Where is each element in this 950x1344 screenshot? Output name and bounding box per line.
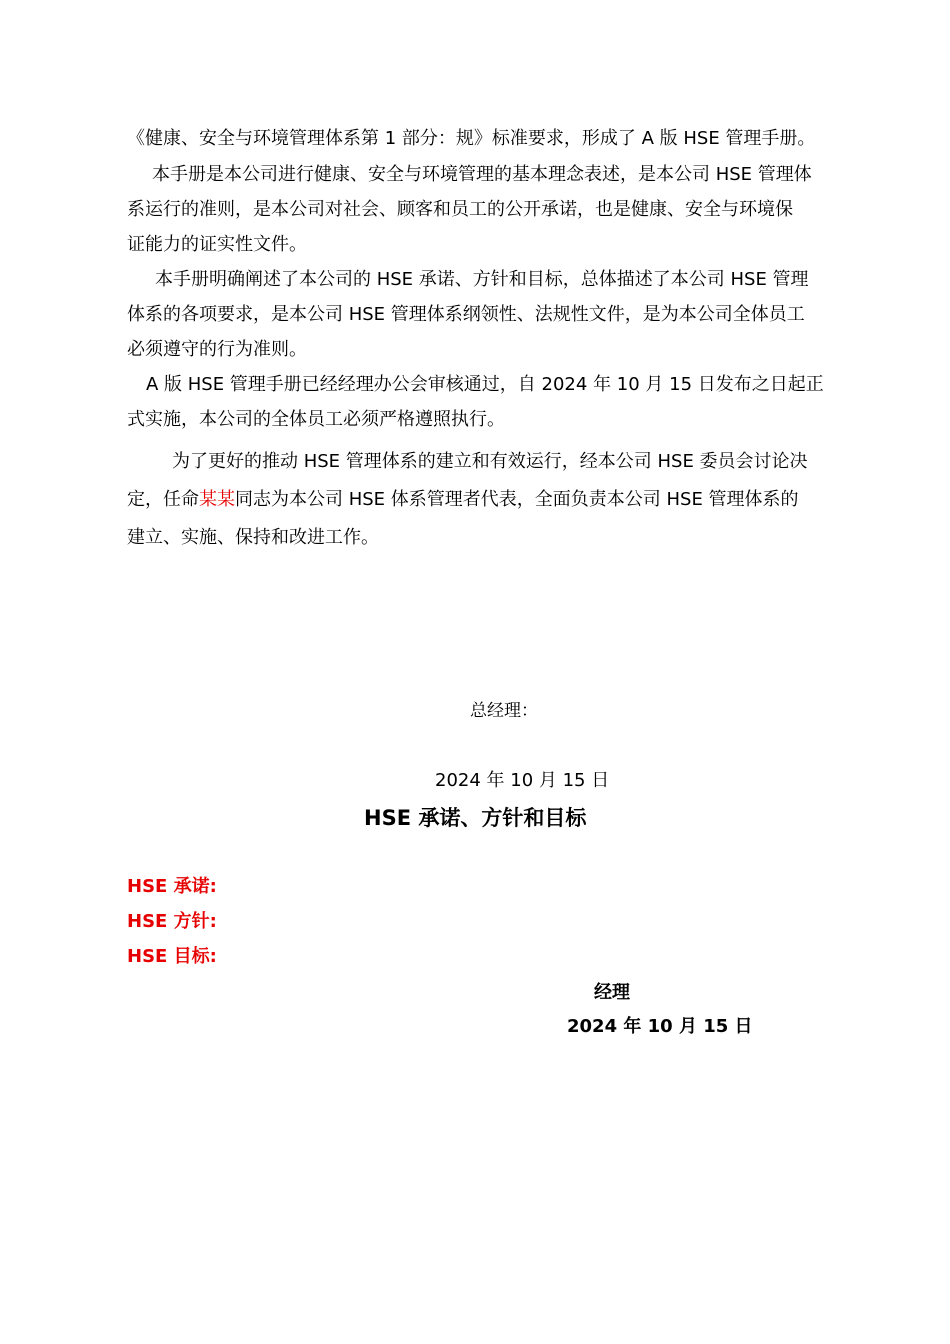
paragraph-line: 证能力的证实性文件。 [127,234,307,255]
hse-objectives-label: HSE 目标: [127,946,217,967]
paragraph-line-appointment [127,489,799,511]
section-title: HSE 承诺、方针和目标 [364,806,587,830]
paragraph-line: 本手册明确阐述了本公司的 HSE 承诺、方针和目标，总体描述了本公司 HSE 管理 [155,269,809,290]
paragraph-line: 必须遵守的行为准则。 [127,339,307,360]
paragraph-line: 系运行的准则，是本公司对社会、顾客和员工的公开承诺，也是健康、安全与环境保 [127,199,793,220]
signature-date: 2024 年 10 月 15 日 [435,770,610,791]
appointment-suffix: 同志为本公司 HSE 体系管理者代表，全面负责本公司 HSE 管理体系的 [235,489,799,510]
paragraph-line: 式实施，本公司的全体员工必须严格遵照执行。 [127,409,505,430]
hse-policy-label: HSE 方针: [127,911,217,932]
paragraph-line: A 版 HSE 管理手册已经经理办公会审核通过，自 2024 年 10 月 15 日发布之日起正 [146,374,824,395]
hse-commitment-label: HSE 承诺: [127,876,217,897]
general-manager-label: 总经理： [470,701,538,721]
paragraph-line: 为了更好的推动 HSE 管理体系的建立和有效运行，经本公司 HSE 委员会讨论决 [172,451,808,472]
manager-date: 2024 年 10 月 15 日 [567,1016,753,1037]
paragraph-line: 《健康、安全与环境管理体系第 1 部分：规》标准要求，形成了 A 版 HSE 管理手册。 [127,128,816,149]
paragraph-line: 体系的各项要求，是本公司 HSE 管理体系纲领性、法规性文件，是为本公司全体员工 [127,304,805,325]
representative-name: 某某 [199,489,235,510]
appointment-prefix: 定，任命 [127,489,199,510]
paragraph-line: 本手册是本公司进行健康、安全与环境管理的基本理念表述，是本公司 HSE 管理体 [152,164,812,185]
manager-label: 经理 [594,982,630,1003]
paragraph-line: 建立、实施、保持和改进工作。 [127,527,379,548]
